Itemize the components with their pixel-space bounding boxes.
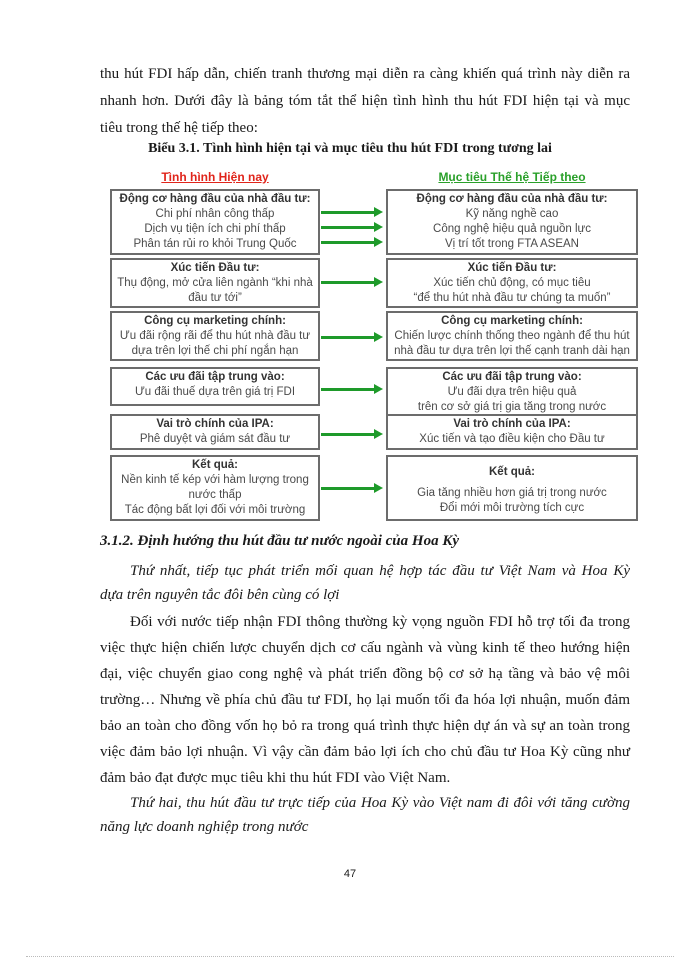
box-line: Vị trí tốt trong FTA ASEAN — [444, 238, 579, 250]
box-line: Chi phí nhân công thấp — [155, 208, 275, 220]
box-title: Các ưu đãi tập trung vào: — [442, 371, 582, 383]
right-box-investor-motivation — [386, 189, 638, 255]
left-box-ipa-role — [110, 414, 320, 450]
paragraph-line-3: đại, việc chuyển giao cong nghệ và phát triển đồng bộ cơ sở hạ tầng và bảo vệ môi — [100, 666, 630, 682]
arrow-icon — [321, 226, 375, 229]
box-line: nước thấp — [188, 489, 242, 501]
box-line: Tác động bất lợi đối với môi trường — [124, 504, 306, 516]
box-title: Vai trò chính của IPA: — [453, 418, 571, 430]
box-title: Công cụ marketing chính: — [441, 315, 583, 327]
left-box-marketing-tool — [110, 311, 320, 361]
box-line: Ưu đãi dựa trên hiệu quả — [447, 386, 577, 398]
paragraph-line-5: bảo an toàn cho đồng vốn họ bỏ ra trong quá trình thực hiện dự án và sự an toàn trong — [100, 718, 630, 734]
section-heading: 3.1.2. Định hướng thu hút đầu tư nước ngoài của Hoa Kỳ — [100, 533, 459, 549]
paragraph-line-2: việc thực hiện chiến lược chuyển dịch cơ cấu ngành và vùng kinh tế theo hướng hiện — [100, 640, 630, 656]
box-title: Động cơ hàng đầu của nhà đầu tư: — [416, 193, 608, 205]
box-line: Phê duyệt và giám sát đầu tư — [139, 433, 291, 445]
right-box-ipa-role — [386, 414, 638, 450]
box-line: dựa trên lợi thế chi phí ngắn hạn — [131, 345, 299, 357]
second-point-line-2: năng lực doanh nghiệp trong nước — [100, 819, 309, 835]
box-title: Vai trò chính của IPA: — [156, 418, 274, 430]
box-line: Công nghệ hiệu quả nguồn lực — [433, 223, 591, 235]
box-line: Ưu đãi thuế dựa trên giá trị FDI — [134, 386, 296, 398]
box-title: Các ưu đãi tập trung vào: — [145, 371, 285, 383]
arrow-icon — [321, 281, 375, 284]
box-line: Dịch vụ tiện ích chi phí thấp — [144, 223, 286, 235]
box-line: Xúc tiến chủ động, có mục tiêu — [433, 277, 591, 289]
box-line: Đổi mới môi trường tích cực — [439, 502, 585, 514]
box-line: Gia tăng nhiều hơn giá trị trong nước — [417, 487, 607, 499]
box-line: Chiến lược chính thống theo ngành để thu hút — [394, 330, 630, 342]
paragraph-line-7: đảm bảo đạt được mục tiêu khi thu hút FDI vào Việt Nam. — [100, 770, 451, 786]
arrow-icon — [321, 336, 375, 339]
arrow-icon — [321, 211, 375, 214]
arrow-icon — [321, 388, 375, 391]
figure-caption: Biểu 3.1. Tình hình hiện tại và mục tiêu thu hút FDI trong tương lai — [148, 141, 552, 156]
box-line: trên cơ sở giá trị gia tăng trong nước — [417, 401, 607, 413]
right-column-header: Mục tiêu Thế hệ Tiếp theo — [438, 170, 586, 184]
paragraph-line-6: việc đảm bảo lợi nhuận. Vì vậy cần đảm bảo lợi ích cho chủ đầu tư Hoa Kỳ cũng như — [100, 744, 630, 760]
page-bottom-divider — [26, 956, 674, 957]
box-title: Xúc tiến Đầu tư: — [467, 262, 557, 274]
intro-line-1: thu hút FDI hấp dẫn, chiến tranh thương mại diễn ra càng khiến quá trình này diễn ra — [100, 66, 630, 82]
box-line: đầu tư tới” — [188, 292, 242, 304]
arrow-icon — [321, 487, 375, 490]
right-box-investment-promotion — [386, 258, 638, 308]
first-point-line-1: Thứ nhất, tiếp tục phát triển mối quan hệ hợp tác đầu tư Việt Nam và Hoa Kỳ — [130, 563, 630, 579]
intro-line-2: nhanh hơn. Dưới đây là bảng tóm tắt thể hiện tình hình thu hút FDI hiện tại và mục — [100, 93, 630, 109]
box-line: Xúc tiến và tạo điều kiện cho Đầu tư — [419, 433, 605, 445]
right-box-marketing-tool — [386, 311, 638, 361]
box-title: Kết quả: — [192, 459, 238, 471]
box-line: Ưu đãi rộng rãi để thu hút nhà đầu tư — [119, 330, 311, 342]
paragraph-line-4: trường… Nhưng về phía chủ đầu tư FDI, họ lại muốn tối đa hóa lợi nhuận, muốn đảm — [100, 692, 630, 708]
box-title: Công cụ marketing chính: — [144, 315, 286, 327]
box-line: “để thu hút nhà đầu tư chúng ta muốn” — [413, 292, 611, 304]
box-title: Xúc tiến Đầu tư: — [170, 262, 260, 274]
box-line: Phân tán rủi ro khỏi Trung Quốc — [133, 238, 297, 250]
left-box-incentives — [110, 367, 320, 406]
paragraph-line-1: Đối với nước tiếp nhận FDI thông thường kỳ vọng nguồn FDI hỗ trợ tối đa trong — [130, 614, 630, 630]
page-number: 47 — [343, 868, 357, 880]
intro-line-3: tiêu trong thế hệ tiếp theo: — [100, 120, 258, 136]
box-line: Kỹ năng nghề cao — [465, 208, 559, 220]
left-box-investor-motivation — [110, 189, 320, 255]
left-box-investment-promotion — [110, 258, 320, 308]
arrow-icon — [321, 433, 375, 436]
second-point-line-1: Thứ hai, thu hút đầu tư trực tiếp của Hoa Kỳ vào Việt nam đi đôi với tăng cường — [130, 795, 630, 811]
arrow-icon — [321, 241, 375, 244]
first-point-line-2: dựa trên nguyên tắc đôi bên cùng có lợi — [100, 587, 340, 603]
right-box-results — [386, 455, 638, 521]
left-box-results — [110, 455, 320, 521]
box-line: Thụ động, mở cửa liên ngành “khi nhà — [117, 277, 313, 289]
left-column-header: Tình hình Hiện nay — [161, 170, 269, 184]
box-title: Kết quả: — [489, 466, 535, 478]
box-title: Động cơ hàng đầu của nhà đầu tư: — [119, 193, 311, 205]
right-box-incentives — [386, 367, 638, 417]
box-line: Nền kinh tế kép với hàm lượng trong — [121, 474, 309, 486]
box-line: nhà đầu tư dựa trên lợi thế cạnh tranh dài hạn — [394, 345, 630, 357]
